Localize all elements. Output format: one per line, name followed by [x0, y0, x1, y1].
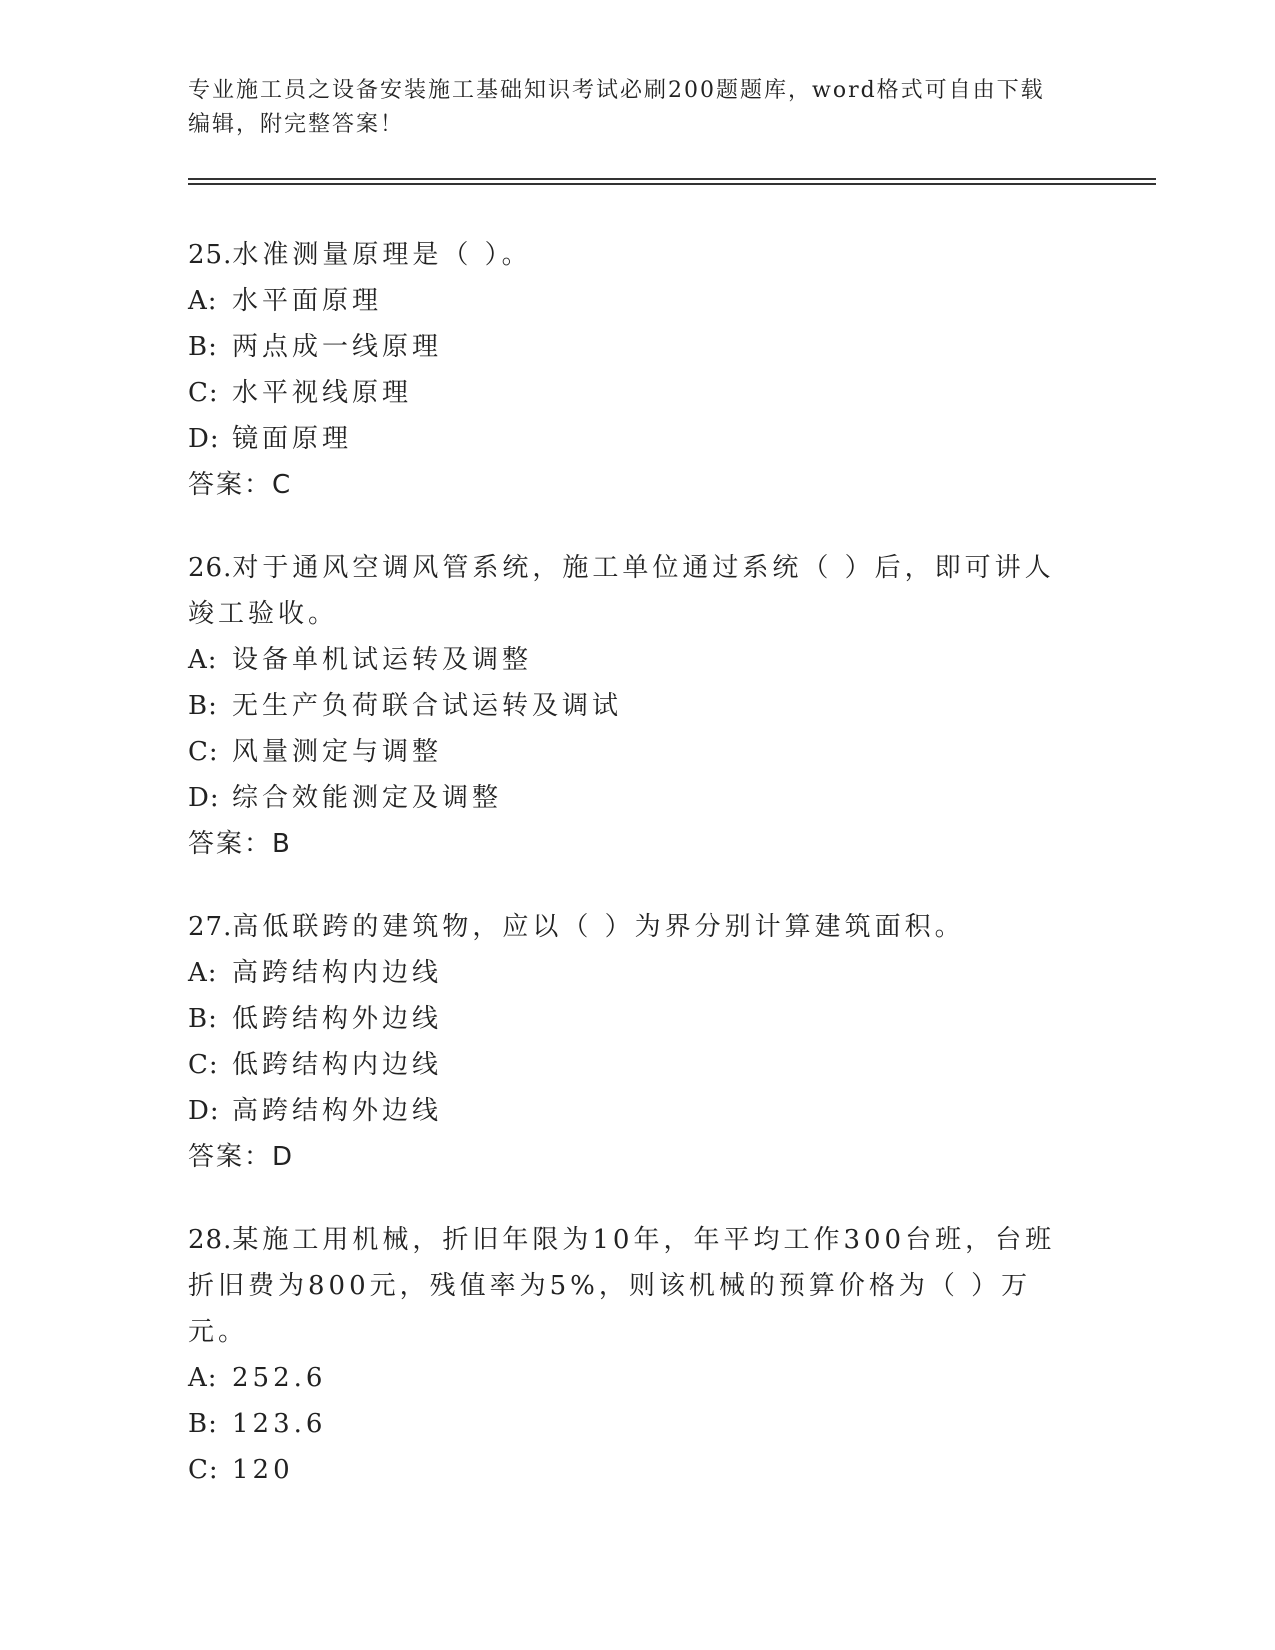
- option-b: [188, 683, 1068, 729]
- question-stem: [188, 232, 1068, 278]
- option-d: [188, 775, 1068, 821]
- question-text: 高低联跨的建筑物，应以（ ）为界分别计算建筑面积。: [232, 912, 965, 942]
- option-a: [188, 637, 1068, 683]
- question-list: [188, 232, 1068, 1530]
- question-28: [188, 1217, 1068, 1493]
- option-text: 123.6: [232, 1409, 327, 1439]
- option-letter: B:: [188, 332, 218, 362]
- question-number: 27.: [188, 912, 233, 942]
- option-letter: D:: [188, 783, 220, 813]
- option-letter: D:: [188, 424, 220, 454]
- option-text: 低跨结构外边线: [232, 1004, 443, 1034]
- question-text: 对于通风空调风管系统，施工单位通过系统（ ）后，即可讲人竣工验收。: [188, 553, 1055, 629]
- option-letter: A:: [188, 286, 218, 316]
- option-letter: A:: [188, 645, 218, 675]
- question-stem: [188, 1217, 1068, 1355]
- option-text: 252.6: [232, 1363, 327, 1393]
- option-b: [188, 1401, 1068, 1447]
- option-b: [188, 996, 1068, 1042]
- question-text: 水准测量原理是（ ）。: [232, 240, 532, 270]
- answer-line: 答案：D: [188, 1142, 295, 1172]
- option-text: 无生产负荷联合试运转及调试: [232, 691, 623, 721]
- option-letter: B:: [188, 1409, 218, 1439]
- option-d: [188, 1088, 1068, 1134]
- option-letter: C:: [188, 378, 219, 408]
- question-25: [188, 232, 1068, 508]
- option-a: [188, 1355, 1068, 1401]
- answer-line: 答案：C: [188, 470, 293, 500]
- option-text: 综合效能测定及调整: [232, 783, 503, 813]
- question-27: [188, 904, 1068, 1180]
- header-divider-top: [188, 178, 1156, 180]
- option-text: 风量测定与调整: [232, 737, 443, 767]
- option-text: 120: [232, 1455, 294, 1485]
- option-text: 水平视线原理: [232, 378, 413, 408]
- option-text: 低跨结构内边线: [232, 1050, 443, 1080]
- question-stem: [188, 545, 1068, 637]
- option-text: 两点成一线原理: [232, 332, 443, 362]
- option-text: 高跨结构外边线: [232, 1096, 443, 1126]
- header-divider-bottom: [188, 183, 1156, 185]
- option-a: [188, 950, 1068, 996]
- document-header: [188, 74, 1068, 142]
- option-letter: B:: [188, 691, 218, 721]
- answer-line: 答案：B: [188, 829, 292, 859]
- option-text: 设备单机试运转及调整: [232, 645, 533, 675]
- option-letter: C:: [188, 1050, 219, 1080]
- option-letter: C:: [188, 737, 219, 767]
- question-26: [188, 545, 1068, 867]
- option-b: [188, 324, 1068, 370]
- option-d: [188, 416, 1068, 462]
- header-title-line1: 专业施工员之设备安装施工基础知识考试必刷200题题库，word格式可自由下载: [188, 78, 1045, 103]
- question-number: 26.: [188, 553, 233, 583]
- option-c: [188, 370, 1068, 416]
- option-letter: D:: [188, 1096, 220, 1126]
- question-number: 25.: [188, 240, 233, 270]
- option-text: 水平面原理: [232, 286, 383, 316]
- option-text: 镜面原理: [232, 424, 353, 454]
- option-c: [188, 1447, 1068, 1493]
- option-letter: B:: [188, 1004, 218, 1034]
- question-stem: [188, 904, 1068, 950]
- option-letter: C:: [188, 1455, 219, 1485]
- question-number: 28.: [188, 1225, 233, 1255]
- header-title-line2: 编辑，附完整答案！: [188, 112, 405, 137]
- option-letter: A:: [188, 1363, 218, 1393]
- question-text: 某施工用机械，折旧年限为10年，年平均工作300台班，台班折旧费为800元，残值率为5%，则该机械的预算价格为（ ）万元。: [188, 1225, 1056, 1347]
- option-a: [188, 278, 1068, 324]
- option-text: 高跨结构内边线: [232, 958, 443, 988]
- option-c: [188, 729, 1068, 775]
- option-c: [188, 1042, 1068, 1088]
- option-letter: A:: [188, 958, 218, 988]
